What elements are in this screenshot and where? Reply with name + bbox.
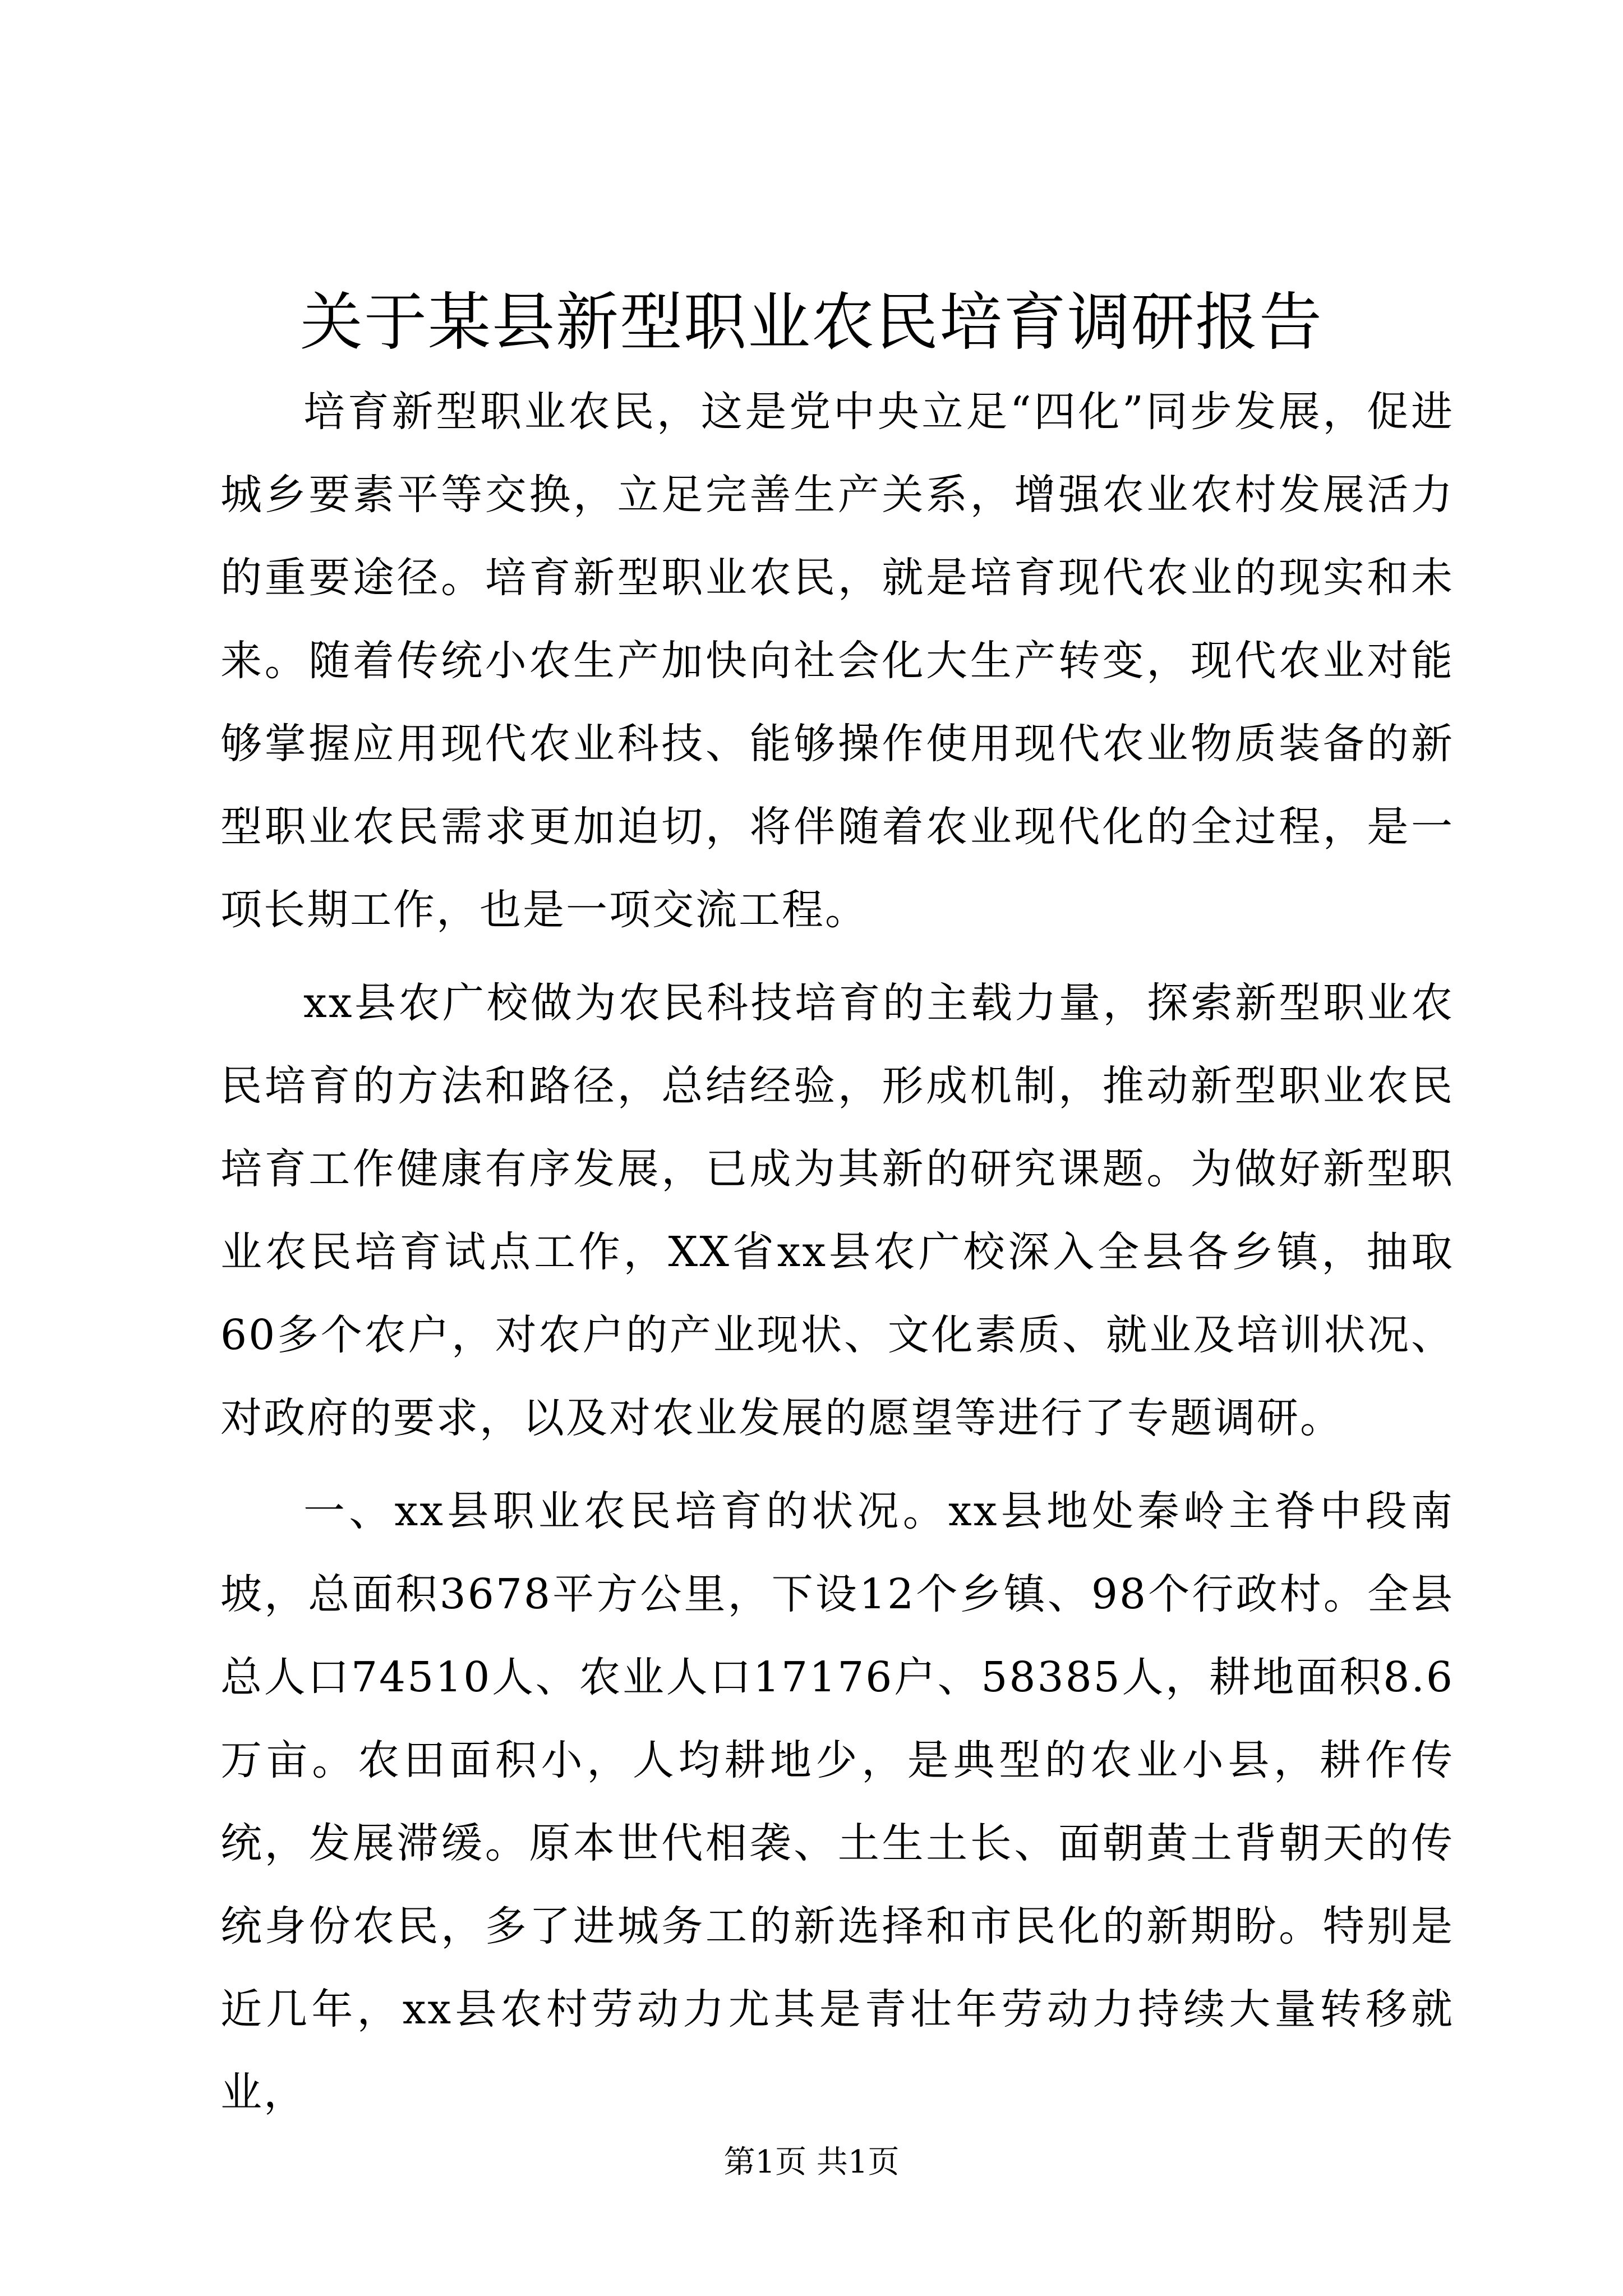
- paragraph-section-one: 一、xx县职业农民培育的状况。xx县地处秦岭主脊中段南坡，总面积3678平方公里，下设12个乡镇、98个行政村。全县总人口74510人、农业人口17176户、58385人，耕地面积8.6万亩。农田面积小，人均耕地少，是典型的农业小县，耕作传统，发展滞缓。原本世代相袭、土生土长、面朝黄土背朝天的传统身份农民，多了进城务工的新选择和市民化的新期盼。特别是近几年，xx县农村劳动力尤其是青壮年劳动力持续大量转移就业，: [220, 1487, 1454, 2116]
- document-title: 关于某县新型职业农民培育调研报告: [300, 286, 1323, 359]
- paragraph-background: xx县农广校做为农民科技培育的主载力量，探索新型职业农民培育的方法和路径，总结经验，形成机制，推动新型职业农民培育工作健康有序发展，已成为其新的研究课题。为做好新型职业农民培育试点工作，XX省xx县农广校深入全县各乡镇，抽取60多个农户，对农户的产业现状、文化素质、就业及培训状况、对政府的要求，以及对农业发展的愿望等进行了专题调研。: [220, 979, 1454, 1442]
- paragraph-intro: 培育新型职业农民，这是党中央立足“四化”同步发展，促进城乡要素平等交换，立足完善生产关系，增强农业农村发展活力的重要途径。培育新型职业农民，就是培育现代农业的现实和未来。随着传统小农生产加快向社会化大生产转变，现代农业对能够掌握应用现代农业科技、能够操作使用现代农业物质装备的新型职业农民需求更加迫切，将伴随着农业现代化的全过程，是一项长期工作，也是一项交流工程。: [220, 388, 1454, 934]
- document-body: [220, 370, 1454, 2144]
- page-footer: 第1页 共1页: [723, 2144, 900, 2180]
